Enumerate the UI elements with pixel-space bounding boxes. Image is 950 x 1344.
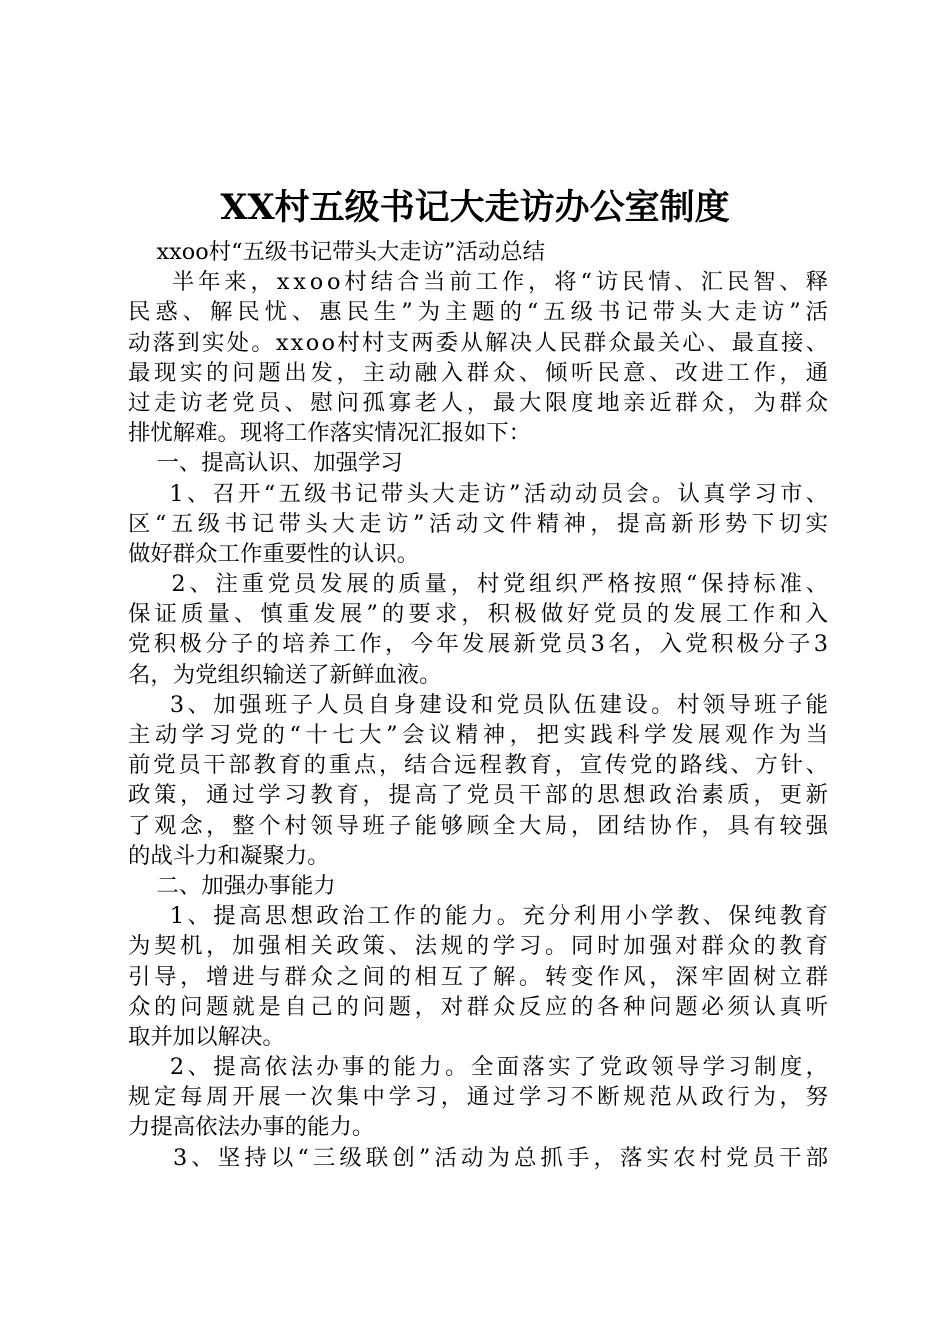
- text-line: 一、提高认识、加强学习: [128, 450, 403, 477]
- text-line: 民惑、解民忧、惠民生”为主题的“五级书记带头大走访”活: [128, 299, 833, 326]
- text-line: 做好群众工作重要性的认识。: [128, 540, 420, 567]
- text-line: 党积极分子的培养工作，今年发展新党员3名，入党积极分子3: [128, 631, 832, 658]
- text-line: 的战斗力和凝聚力。: [128, 842, 330, 869]
- document-body: [128, 237, 833, 1173]
- text-line: 2、提高依法办事的能力。全面落实了党政领导学习制度，: [128, 1054, 832, 1081]
- text-line: 动落到实处。xxoo村村支两委从解决人民群众最关心、最直接、: [128, 329, 831, 356]
- text-line: 前党员干部教育的重点，结合远程教育，宣传党的路线、方针、: [128, 752, 831, 779]
- text-line: 2、注重党员发展的质量，村党组织严格按照“保持标准、: [128, 571, 832, 598]
- text-line: 1、召开“五级书记带头大走访”活动动员会。认真学习市、: [128, 480, 832, 507]
- text-line: 主动学习党的“十七大”会议精神，把实践科学发展观作为当: [128, 722, 833, 748]
- text-line: 1、提高思想政治工作的能力。充分利用小学教、保纯教育: [128, 903, 832, 930]
- text-line: 过走访老党员、慰问孤寡老人，最大限度地亲近群众，为群众: [128, 389, 832, 416]
- text-line: 规定每周开展一次集中学习，通过学习不断规范从政行为，努: [128, 1084, 832, 1111]
- document-title: XX村五级书记大走访办公室制度: [220, 187, 730, 228]
- text-line: 3、坚持以“三级联创”活动为总抓手，落实农村党员干部: [128, 1144, 833, 1171]
- text-line: 了观念，整个村领导班子能够顾全大局，团结协作，具有较强: [128, 812, 832, 839]
- text-line: 取并加以解决。: [128, 1023, 285, 1050]
- text-line: 最现实的问题出发，主动融入群众、倾听民意、改进工作，通: [128, 359, 832, 386]
- text-line: 名，为党组织输送了新鲜血液。: [128, 661, 442, 688]
- text-line: 引导，增进与群众之间的相互了解。转变作风，深牢固树立群: [128, 963, 832, 990]
- text-line: 为契机，加强相关政策、法规的学习。同时加强对群众的教育: [128, 933, 832, 960]
- text-line: 二、加强办事能力: [128, 872, 336, 899]
- text-line: 区“五级书记带头大走访”活动文件精神，提高新形势下切实: [128, 510, 833, 537]
- text-line: xxoo村“五级书记带头大走访”活动总结: [128, 239, 546, 265]
- text-line: 政策，通过学习教育，提高了党员干部的思想政治素质，更新: [128, 782, 832, 809]
- text-line: 半年来，xxoo村结合当前工作，将“访民情、汇民智、释: [128, 269, 832, 296]
- text-line: 3、加强班子人员自身建设和党员队伍建设。村领导班子能: [128, 691, 832, 718]
- text-line: 保证质量、慎重发展”的要求，积极做好党员的发展工作和入: [128, 601, 833, 628]
- text-line: 众的问题就是自己的问题，对群众反应的各种问题必须认真听: [128, 993, 832, 1020]
- text-line: 力提高依法办事的能力。: [128, 1114, 375, 1141]
- text-line: 排忧解难。现将工作落实情况汇报如下：: [128, 420, 532, 447]
